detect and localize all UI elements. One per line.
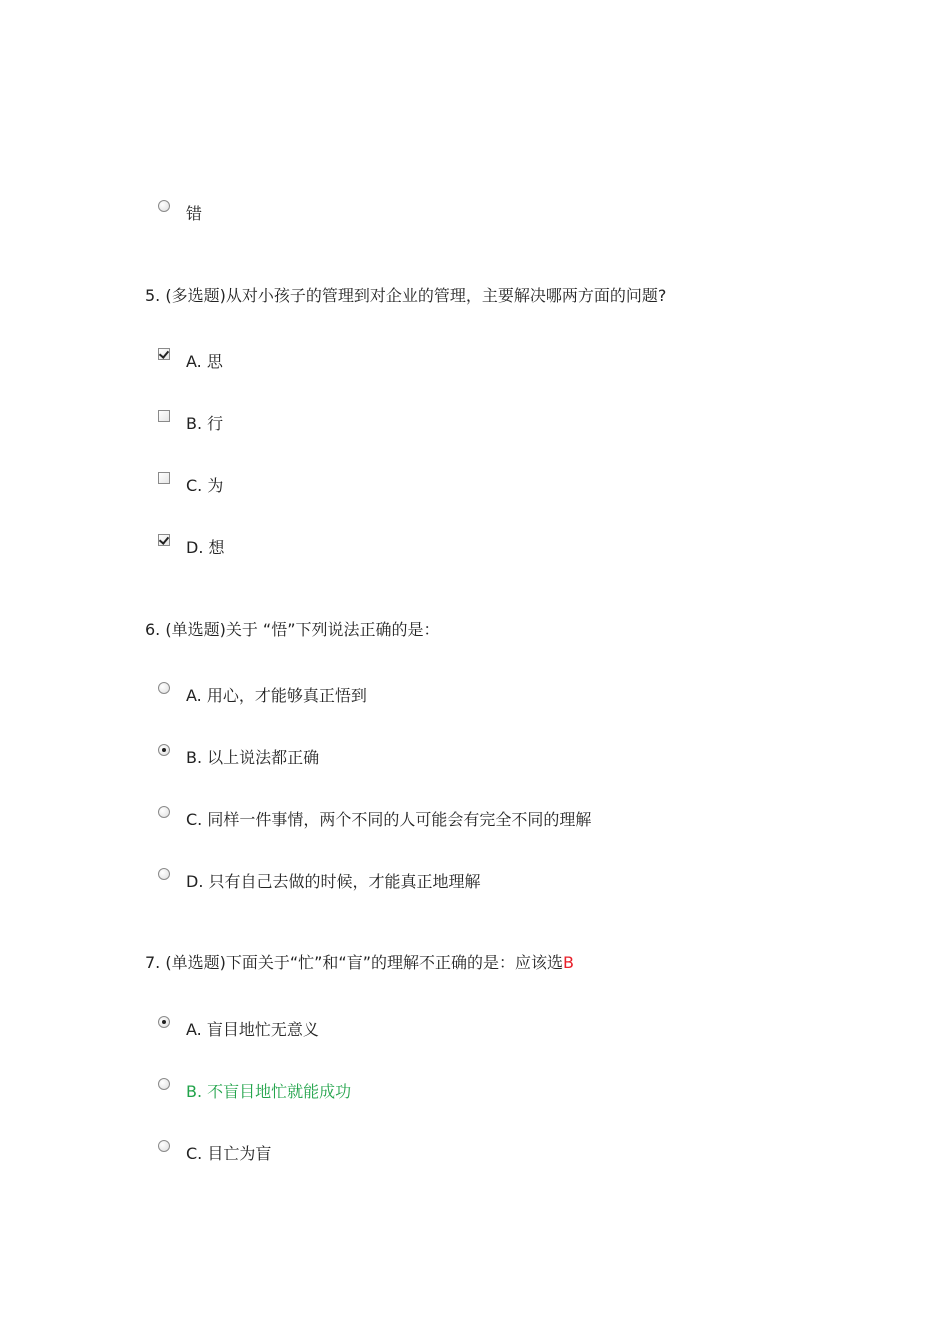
prev-option-wrong[interactable]	[158, 200, 202, 224]
radio-button[interactable]	[158, 1078, 170, 1090]
q6-option-a[interactable]	[158, 682, 367, 706]
checkbox[interactable]	[158, 534, 170, 546]
option-label: A. 用心，才能够真正悟到	[186, 685, 367, 705]
option-label: C. 目亡为盲	[186, 1143, 272, 1163]
option-label: C. 为	[186, 475, 224, 495]
radio-button[interactable]	[158, 868, 170, 880]
q6-option-d[interactable]	[158, 868, 481, 892]
checkbox[interactable]	[158, 472, 170, 484]
question-7-title	[145, 950, 574, 973]
radio-button[interactable]	[158, 1016, 170, 1028]
question-6-title: 6. (单选题)关于 “悟”下列说法正确的是：	[145, 620, 440, 639]
option-label: D. 想	[186, 537, 225, 557]
checkbox[interactable]	[158, 348, 170, 360]
checkbox[interactable]	[158, 410, 170, 422]
option-label: D. 只有自己去做的时候，才能真正地理解	[186, 871, 481, 891]
option-label: A. 思	[186, 351, 223, 371]
answer-note: B	[563, 953, 574, 972]
option-label: B. 以上说法都正确	[186, 747, 320, 767]
q5-option-b[interactable]	[158, 410, 223, 434]
q5-option-d[interactable]	[158, 534, 225, 558]
q6-option-b[interactable]	[158, 744, 319, 768]
q5-option-c[interactable]	[158, 472, 223, 496]
radio-button[interactable]	[158, 200, 170, 212]
q7-option-c[interactable]	[158, 1140, 271, 1164]
q5-option-a[interactable]	[158, 348, 223, 372]
option-label: 错	[186, 203, 203, 223]
option-label-correct: B. 不盲目地忙就能成功	[186, 1081, 352, 1101]
radio-button[interactable]	[158, 1140, 170, 1152]
q7-option-b[interactable]	[158, 1078, 351, 1102]
radio-button[interactable]	[158, 744, 170, 756]
radio-button[interactable]	[158, 682, 170, 694]
question-7-text: 7. (单选题)下面关于“忙”和“盲”的理解不正确的是：应该选	[145, 953, 563, 972]
option-label: C. 同样一件事情，两个不同的人可能会有完全不同的理解	[186, 809, 592, 829]
q6-option-c[interactable]	[158, 806, 591, 830]
q7-option-a[interactable]	[158, 1016, 319, 1040]
option-label: A. 盲目地忙无意义	[186, 1019, 319, 1039]
question-5-title: 5. (多选题)从对小孩子的管理到对企业的管理，主要解决哪两方面的问题?	[145, 286, 667, 305]
option-label: B. 行	[186, 413, 224, 433]
radio-button[interactable]	[158, 806, 170, 818]
